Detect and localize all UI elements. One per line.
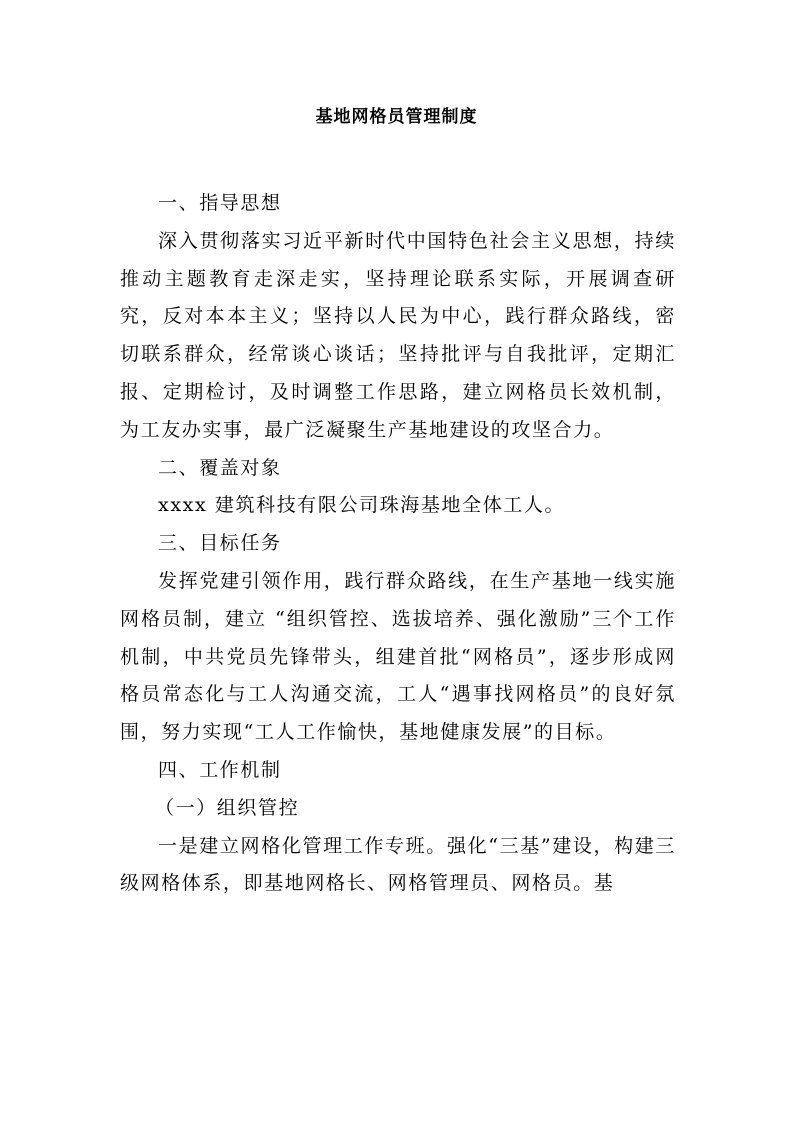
section-heading-guiding-ideology: 一、指导思想 bbox=[158, 192, 282, 214]
paragraph-coverage: xxxx 建筑科技有限公司珠海基地全体工人。 bbox=[158, 494, 566, 517]
paragraph-guiding-ideology: 深入贯彻落实习近平新时代中国特色社会主义思想，持续推动主题教育走深走实，坚持理论联系实际，开展调查研究，反对本本主义；坚持以人民为中心，践行群众路线，密切联系群众，经常谈心谈话；坚持批评与自我批评，定期汇报、定期检讨，及时调整工作思路，建立网格员长效机制，为工友办实事，最广泛凝聚生产基地建设的攻坚合力。 bbox=[120, 229, 676, 441]
section-heading-mechanism: 四、工作机制 bbox=[158, 758, 282, 781]
section-heading-coverage: 二、覆盖对象 bbox=[158, 456, 282, 479]
document-title: 基地网格员管理制度 bbox=[315, 107, 478, 127]
paragraph-organization: 一是建立网格化管理工作专班。强化“三基”建设，构建三级网格体系，即基地网格长、网格管理员、网格员。基 bbox=[120, 834, 676, 895]
subsection-heading-organization: （一）组织管控 bbox=[155, 796, 300, 819]
section-heading-goals: 三、目标任务 bbox=[158, 532, 282, 555]
paragraph-goals: 发挥党建引领作用，践行群众路线，在生产基地一线实施网格员制，建立 “组织管控、选拔培养、强化激励”三个工作机制，中共党员先锋带头，组建首批“网格员”，逐步形成网格员常态化与工人沟通交流，工人“遇事找网格员”的良好氛围，努力实现“工人工作愉快，基地健康发展”的目标。 bbox=[120, 569, 676, 744]
document-body bbox=[120, 185, 676, 903]
